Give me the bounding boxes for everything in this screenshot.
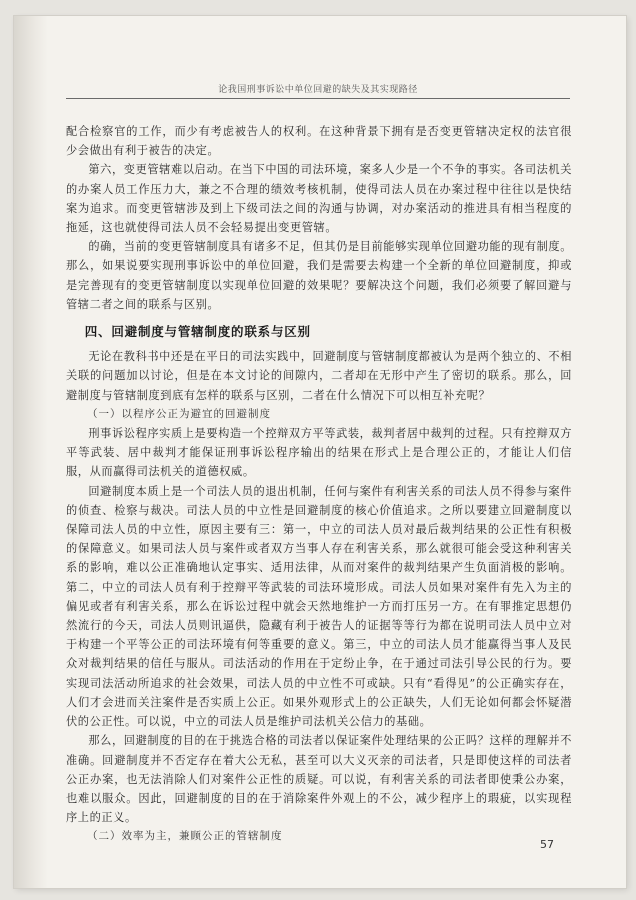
body-paragraph: 的确，当前的变更管辖制度具有诸多不足，但其仍是目前能够实现单位回避功能的现有制度。那么，如果说要实现刑事诉讼中的单位回避，我们是需要去构建一个全新的单位回避制度，抑或是完善现有的变更管辖制度以实现单位回避的效果呢？要解决这个问题，我们必须要了解回避与管辖二者之间的联系与区别。 bbox=[66, 240, 572, 311]
body-paragraph: 那么，回避制度的目的在于挑选合格的司法者以保证案件处理结果的公正吗？这样的理解并不准确。回避制度并不否定存在着大公无私，甚至可以大义灭亲的司法者，只是即使这样的司法者公正办案，也无法消除人们对案件公正性的质疑。可以说，有利害关系的司法者即使秉公办案，也难以服众。因此，回避制度的目的在于消除案件外观上的不公，减少程序上的瑕疵，以实现程序上的正义。 bbox=[66, 734, 572, 825]
body-paragraph: 回避制度本质上是一个司法人员的退出机制，任何与案件有利害关系的司法人员不得参与案件的侦查、检察与裁决。司法人员的中立性是回避制度的核心价值追求。之所以要建立回避制度以保障司法人员的中立性，原因主要有三：第一，中立的司法人员对最后裁判结果的公正性有积极的保障意义。如果司法人员与案件或者双方当事人存在利害关系，那么就很可能会受这种利害关系的影响，难以公正准确地认定事实、适用法律，从而对案件的裁判结果产生负面消极的影响。第二，中立的司法人员有利于控辩平等武装的司法环境形成。司法人员如果对案件有先入为主的偏见或者有利害关系，那么在诉讼过程中就会天然地维护一方而打压另一方。在有罪推定思想仍然流行的今天，司法人员则讯逼供，隐藏有利于被告人的证据等等行为都在说明司法人员中立对于构建一个平等公正的司法环境有何等重要的意义。第三，中立的司法人员才能赢得当事人及民众对裁判结果的信任与服从。司法活动的作用在于定纷止争，在于通过司法引导公民的行为。要实现司法活动所追求的社会效果，司法人员的中立性不可或缺。只有“看得见”的公正确实存在，人们才会进而关注案件是否实质上公正。如果外观形式上的公正缺失，人们无论如何都会怀疑潜伏的公正性。可以说，中立的司法人员是维护司法机关公信力的基础。 bbox=[66, 484, 572, 729]
sub-heading: （一）以程序公正为避宜的回避制度 bbox=[87, 407, 271, 420]
section-heading: 四、回避制度与管辖制度的联系与区别 bbox=[84, 324, 311, 340]
body-paragraph: 刑事诉讼程序实质上是要构造一个控辩双方平等武装，裁判者居中裁判的过程。只有控辩双方平等武装、居中裁判才能保证刑事诉讼程序输出的结果在形式上是合理公正的，才能让人们信服，从而赢得司法机关的道德权威。 bbox=[66, 427, 572, 479]
page-number: 57 bbox=[540, 838, 554, 851]
article-body bbox=[66, 122, 572, 847]
sub-heading: （二）效率为主，兼顾公正的管辖制度 bbox=[87, 830, 283, 843]
page-gutter-shadow bbox=[14, 16, 48, 888]
body-paragraph: 配合检察官的工作，而少有考虑被告人的权利。在这种背景下拥有是否变更管辖决定权的法官很少会做出有利于被告的决定。 bbox=[66, 125, 572, 158]
running-head: 论我国刑事诉讼中单位回避的缺失及其实现路径 bbox=[66, 82, 570, 99]
body-paragraph: 无论在教科书中还是在平日的司法实践中，回避制度与管辖制度都被认为是两个独立的、不相关联的问题加以讨论，但是在本文讨论的间隙内，二者却在无形中产生了密切的联系。那么，回避制度与管辖制度到底有怎样的联系与区别，二者在什么情况下可以相互补充呢？ bbox=[66, 350, 572, 402]
body-paragraph: 第六，变更管辖难以启动。在当下中国的司法环境，案多人少是一个不争的事实。各司法机关的办案人员工作压力大，兼之不合理的绩效考核机制，使得司法人员在办案过程中往往以是快结案为追求。而变更管辖涉及到上下级司法之间的沟通与协调，对办案活动的推进具有相当程度的拖延，这也就使得司法人员不会轻易提出变更管辖。 bbox=[66, 163, 572, 235]
